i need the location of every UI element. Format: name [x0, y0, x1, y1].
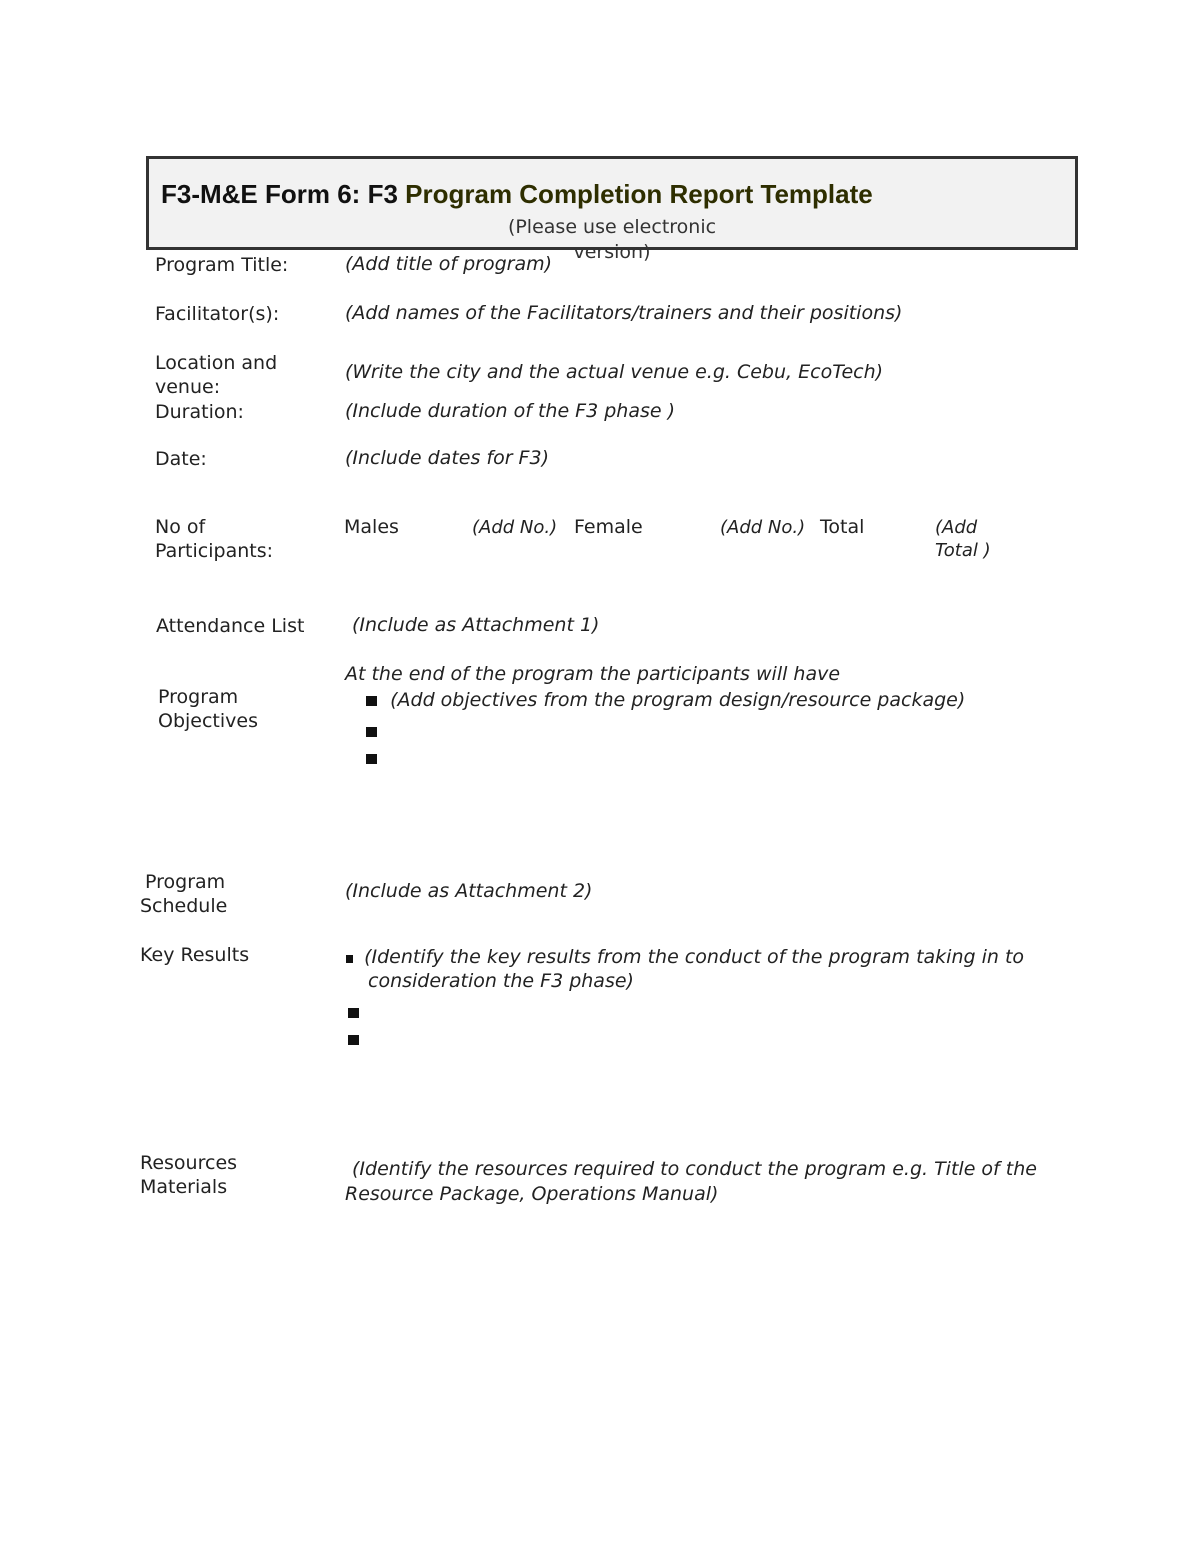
males-label: Males	[344, 516, 399, 538]
participants-label: No of Participants:	[155, 516, 274, 562]
location-label: Location and venue:	[155, 352, 278, 398]
attendance-label: Attendance List	[156, 615, 305, 637]
form-subtitle-text: (Please use electronic version)	[507, 216, 717, 263]
facilitators-label: Facilitator(s):	[155, 303, 280, 325]
bullet-icon	[366, 754, 377, 764]
female-label: Female	[574, 516, 643, 538]
bullet-icon	[348, 1035, 359, 1045]
schedule-label: Program Schedule	[140, 871, 228, 917]
duration-label: Duration:	[155, 401, 244, 423]
resources-value-line2[interactable]: Resource Package, Operations Manual)	[345, 1183, 719, 1205]
program-title-value[interactable]: (Add title of program)	[345, 253, 553, 275]
key-result-item[interactable]	[348, 1003, 359, 1022]
objective-item[interactable]	[366, 749, 377, 768]
program-title-label: Program Title:	[155, 254, 289, 276]
location-value[interactable]: (Write the city and the actual venue e.g. Cebu, EcoTech)	[345, 361, 884, 383]
bullet-icon	[366, 727, 377, 737]
form-header	[146, 156, 1078, 263]
bullet-icon	[346, 955, 353, 963]
objective-item[interactable]	[366, 688, 965, 713]
duration-value[interactable]: (Include duration of the F3 phase )	[345, 400, 676, 422]
objective-item-text: (Add objectives from the program design/resource package)	[390, 689, 966, 711]
female-value[interactable]: (Add No.)	[720, 517, 806, 538]
key-result-item-continuation: consideration the F3 phase)	[368, 970, 634, 992]
form-title-main: Program Completion Report Template	[405, 179, 873, 209]
resources-label: Resources Materials	[140, 1152, 238, 1198]
facilitators-value[interactable]: (Add names of the Facilitators/trainers and their positions)	[345, 302, 903, 324]
bullet-icon	[366, 696, 377, 706]
males-value[interactable]: (Add No.)	[472, 517, 558, 538]
form-title	[161, 179, 873, 210]
form-title-prefix: F3-M&E Form 6: F3	[161, 179, 406, 209]
key-result-item-text: (Identify the key results from the conduct of the program taking in to	[364, 946, 1025, 968]
key-result-item[interactable]	[348, 1030, 359, 1049]
key-result-item[interactable]	[346, 945, 1024, 970]
objective-item[interactable]	[366, 722, 377, 741]
attendance-value[interactable]: (Include as Attachment 1)	[352, 614, 600, 636]
total-label: Total	[820, 516, 865, 538]
date-value[interactable]: (Include dates for F3)	[345, 447, 549, 469]
total-value[interactable]: (Add Total )	[935, 517, 991, 561]
bullet-icon	[348, 1008, 359, 1018]
schedule-value[interactable]: (Include as Attachment 2)	[345, 880, 593, 902]
objectives-label: Program Objectives	[158, 686, 258, 732]
objectives-intro: At the end of the program the participants will have	[345, 663, 841, 685]
date-label: Date:	[155, 448, 207, 470]
key-results-label: Key Results	[140, 944, 250, 966]
resources-value-line1[interactable]: (Identify the resources required to conduct the program e.g. Title of the	[352, 1158, 1037, 1180]
